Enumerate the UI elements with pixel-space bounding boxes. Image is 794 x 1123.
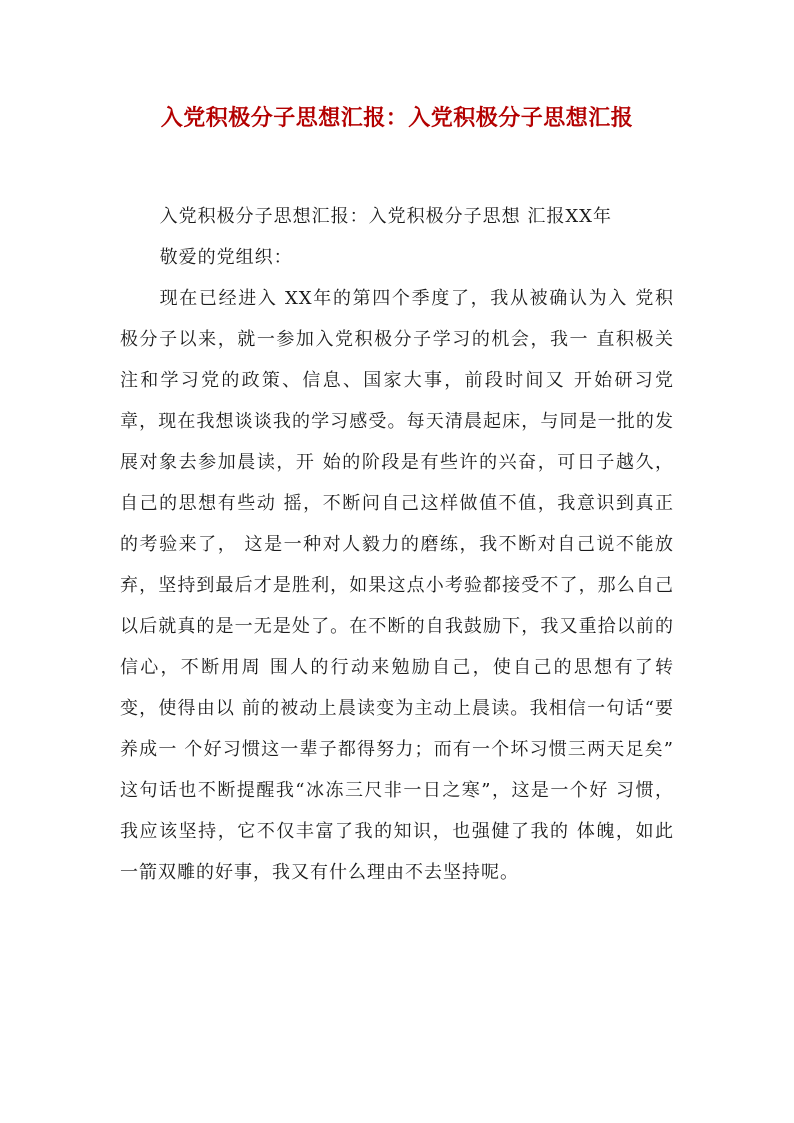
page-title: 入党积极分子思想汇报：入党积极分子思想汇报 xyxy=(160,105,634,131)
document-body xyxy=(120,196,674,893)
subtitle-paragraph: 入党积极分子思想汇报：入党积极分子思想 汇报XX年 xyxy=(159,206,612,227)
salutation-paragraph: 敬爱的党组织： xyxy=(159,247,293,268)
body-paragraph: 现在已经进入 XX年的第四个季度了，我从被确认为入 党积极分子以来，就一参加入党积极分子学习的机会，我一 直积极关注和学习党的政策、信息、国家大事，前段时间又 开始研习党章，现在我想谈谈我的学习感受。每天清晨起床，与同是一批的发展对象去参加晨读，开 始的阶段是有些许的兴奋，可日子越久，自己的思想有些动 摇，不断问自己这样做值不值，我意识到真正的考验来了， 这是一种对人毅力的磨练，我不断对自己说不能放弃，坚持到最后才是胜利，如果这点小考验都接受不了，那么自己以后就真的是一无是处了。在不断的自我鼓励下，我又重拾以前的信心，不断用周 围人的行动来勉励自己，使自己的思想有了转变，使得由以 前的被动上晨读变为主动上晨读。我相信一句话“要养成一 个好习惯这一辈子都得努力；而有一个坏习惯三两天足矣” 这句话也不断提醒我“冰冻三尺非一日之寒”，这是一个好 习惯，我应该坚持，它不仅丰富了我的知识，也强健了我的 体魄，如此一箭双雕的好事，我又有什么理由不去坚持呢。 xyxy=(120,288,674,883)
